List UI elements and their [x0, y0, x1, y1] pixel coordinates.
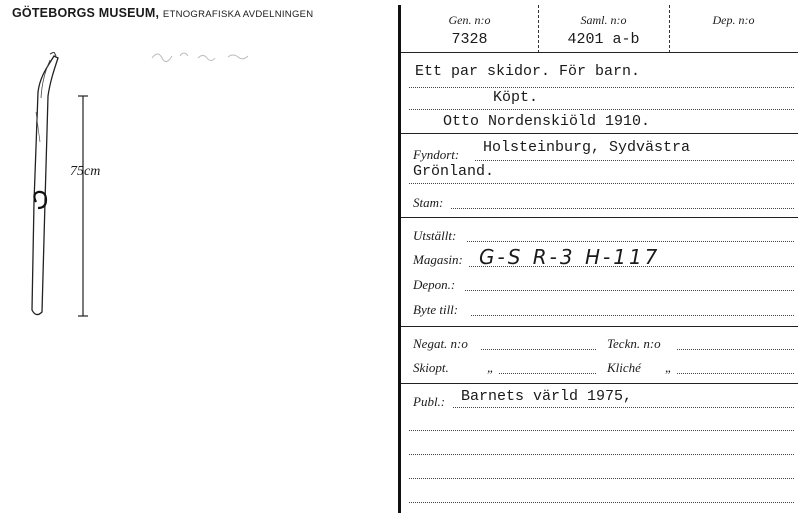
publ-value: Barnets värld 1975,: [461, 388, 633, 405]
kliche-ditto: „: [665, 360, 673, 375]
ruled-line: [677, 373, 794, 374]
department-name: ETNOGRAFISKA AVDELNINGEN: [162, 9, 314, 20]
section-divider: [401, 217, 798, 218]
description-line-3: Otto Nordenskiöld 1910.: [443, 113, 651, 130]
section-divider: [401, 133, 798, 134]
gen-number-box: [401, 5, 539, 53]
dep-number-box: [669, 5, 798, 53]
ruled-line: [465, 290, 794, 291]
ruled-line: [451, 208, 794, 209]
saml-number-value: 4201 a-b: [567, 31, 640, 48]
section-divider: [401, 383, 798, 384]
byte-till-label: Byte till:: [413, 302, 459, 317]
depon-label: Depon.:: [413, 277, 456, 292]
fyndort-value-line-2: Grönland.: [413, 163, 495, 180]
ruled-line: [409, 109, 794, 110]
ruled-line: [453, 407, 794, 408]
magasin-value: G-S R-3 H-117: [479, 245, 661, 269]
saml-number-label: Saml. n:o: [580, 13, 627, 27]
ruled-line: [409, 183, 794, 184]
utstallt-label: Utställt:: [413, 228, 457, 243]
museum-heading: [12, 6, 313, 20]
ruled-line: [475, 160, 794, 161]
description-line-2: Köpt.: [493, 89, 539, 106]
ruled-line: [467, 241, 794, 242]
ruled-line: [409, 454, 794, 455]
skiopt-label: Skiopt.: [413, 360, 449, 375]
ruled-line: [409, 430, 794, 431]
kliche-label: Kliché: [607, 360, 641, 375]
saml-number-box: [538, 5, 670, 53]
publ-label: Publ.:: [413, 394, 446, 409]
magasin-label: Magasin:: [413, 252, 463, 267]
description-line-1: Ett par skidor. För barn.: [415, 63, 641, 80]
ruled-line: [481, 349, 596, 350]
stam-label: Stam:: [413, 195, 444, 210]
ruled-line: [499, 373, 596, 374]
gen-number-label: Gen. n:o: [448, 13, 491, 27]
section-divider: [401, 326, 798, 327]
ruled-line: [677, 349, 794, 350]
faint-pencil-scribble: [150, 46, 250, 66]
ruled-line: [471, 315, 794, 316]
teckn-label: Teckn. n:o: [607, 336, 661, 351]
gen-number-value: 7328: [451, 31, 488, 48]
skiopt-ditto: „: [487, 360, 495, 375]
catalog-card: [398, 5, 798, 513]
ruled-line: [409, 478, 794, 479]
negat-label: Negat. n:o: [413, 336, 468, 351]
fyndort-label: Fyndort:: [413, 147, 460, 162]
fyndort-value-line-1: Holsteinburg, Sydvästra: [483, 139, 691, 156]
ruled-line: [409, 87, 794, 88]
ski-sketch: [20, 52, 120, 324]
ruled-line: [409, 502, 794, 503]
museum-name: GÖTEBORGS MUSEUM,: [12, 6, 160, 20]
ruled-line: [469, 266, 794, 267]
dep-number-label: Dep. n:o: [712, 13, 755, 27]
dimension-label: 75cm: [70, 164, 101, 179]
